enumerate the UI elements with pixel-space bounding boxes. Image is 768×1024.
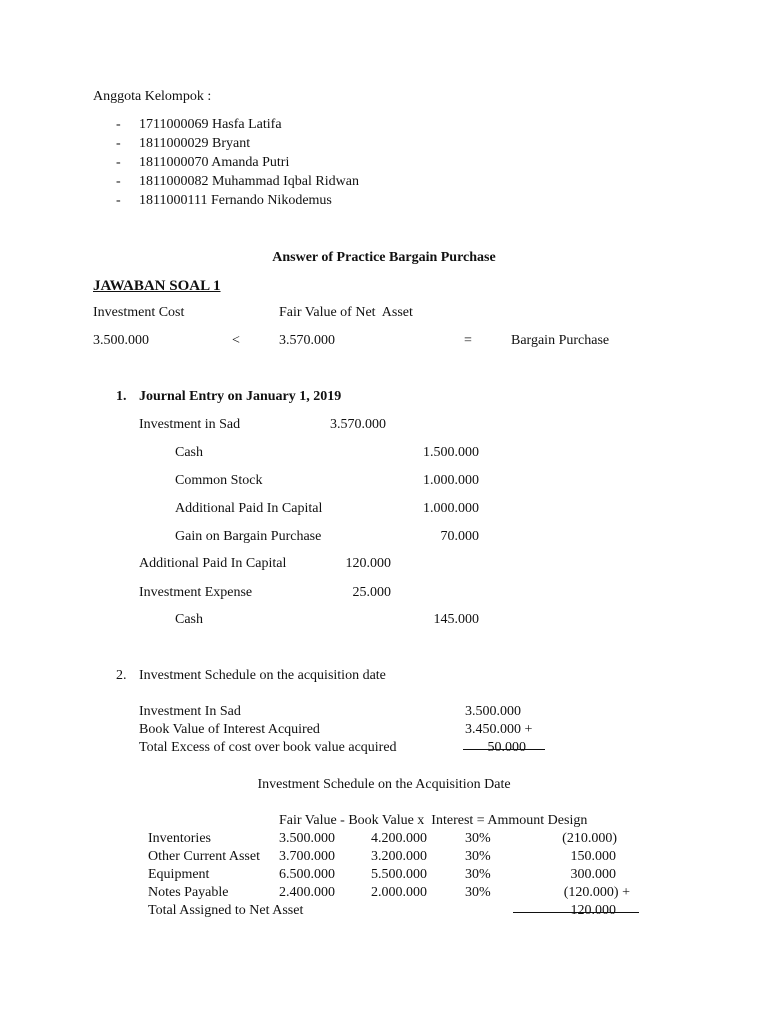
equals-symbol: =: [464, 333, 472, 348]
assignment-amount: (120.000) +: [563, 885, 630, 900]
member-item: 1811000070 Amanda Putri: [139, 155, 290, 170]
journal-debit: 3.570.000: [330, 417, 386, 432]
investment-cost-value: 3.500.000: [93, 333, 149, 348]
assignment-item: Notes Payable: [148, 885, 229, 900]
journal-credit: 1.000.000: [423, 473, 479, 488]
group-heading: Anggota Kelompok :: [93, 89, 212, 104]
assignment-total-value: 120.000: [570, 903, 616, 918]
assignment-fair: 6.500.000: [279, 867, 335, 882]
member-item: 1811000029 Bryant: [139, 136, 251, 151]
assignment-interest: 30%: [465, 831, 491, 846]
member-item: 1711000069 Hasfa Latifa: [139, 117, 282, 132]
assignment-total-underline: [513, 912, 639, 913]
schedule-total-value: 50.000: [487, 740, 526, 755]
journal-account: Cash: [175, 612, 203, 627]
assignment-header: Fair Value - Book Value x Interest = Ammount Design: [279, 813, 588, 828]
journal-credit: 1.500.000: [423, 445, 479, 460]
assignment-interest: 30%: [465, 885, 491, 900]
journal-number: 1.: [116, 389, 127, 404]
less-than-symbol: <: [232, 333, 240, 348]
assignment-interest: 30%: [465, 849, 491, 864]
member-bullet: -: [116, 174, 121, 189]
fair-value-value: 3.570.000: [279, 333, 335, 348]
section-heading: JAWABAN SOAL 1: [93, 278, 221, 294]
fair-value-label: Fair Value of Net Asset: [279, 305, 413, 320]
member-bullet: -: [116, 136, 121, 151]
journal-account: Additional Paid In Capital: [175, 501, 323, 516]
schedule-number: 2.: [116, 668, 127, 683]
journal-account: Investment in Sad: [139, 417, 241, 432]
assignment-amount: 300.000: [570, 867, 616, 882]
schedule-total-underline: [463, 749, 545, 750]
comparison-result: Bargain Purchase: [511, 333, 610, 348]
schedule-heading: Investment Schedule on the acquisition date: [139, 668, 386, 683]
schedule-value: 3.500.000: [465, 704, 521, 719]
journal-credit: 145.000: [433, 612, 479, 627]
assignment-item: Other Current Asset: [148, 849, 260, 864]
member-bullet: -: [116, 117, 121, 132]
assignment-book: 3.200.000: [371, 849, 427, 864]
assignment-fair: 3.500.000: [279, 831, 335, 846]
assignment-title: Investment Schedule on the Acquisition Date: [257, 777, 511, 792]
assignment-fair: 3.700.000: [279, 849, 335, 864]
member-bullet: -: [116, 155, 121, 170]
journal-account: Gain on Bargain Purchase: [175, 529, 322, 544]
assignment-interest: 30%: [465, 867, 491, 882]
assignment-total-label: Total Assigned to Net Asset: [148, 903, 304, 918]
schedule-label: Investment In Sad: [139, 704, 241, 719]
member-item: 1811000111 Fernando Nikodemus: [139, 193, 332, 208]
member-item: 1811000082 Muhammad Iqbal Ridwan: [139, 174, 359, 189]
assignment-book: 5.500.000: [371, 867, 427, 882]
journal-credit: 70.000: [440, 529, 479, 544]
assignment-amount: (210.000): [562, 831, 617, 846]
journal-debit: 120.000: [345, 556, 391, 571]
journal-credit: 1.000.000: [423, 501, 479, 516]
journal-heading: Journal Entry on January 1, 2019: [139, 389, 342, 404]
member-bullet: -: [116, 193, 121, 208]
assignment-amount: 150.000: [570, 849, 616, 864]
schedule-label: Book Value of Interest Acquired: [139, 722, 320, 737]
schedule-label: Total Excess of cost over book value acquired: [139, 740, 397, 755]
journal-account: Cash: [175, 445, 203, 460]
assignment-fair: 2.400.000: [279, 885, 335, 900]
schedule-value: 3.450.000 +: [465, 722, 533, 737]
assignment-book: 4.200.000: [371, 831, 427, 846]
assignment-item: Equipment: [148, 867, 210, 882]
journal-account: Investment Expense: [139, 585, 253, 600]
journal-account: Additional Paid In Capital: [139, 556, 287, 571]
journal-account: Common Stock: [175, 473, 263, 488]
journal-debit: 25.000: [352, 585, 391, 600]
assignment-item: Inventories: [148, 831, 211, 846]
document-title: Answer of Practice Bargain Purchase: [272, 250, 496, 265]
assignment-book: 2.000.000: [371, 885, 427, 900]
investment-cost-label: Investment Cost: [93, 305, 185, 320]
